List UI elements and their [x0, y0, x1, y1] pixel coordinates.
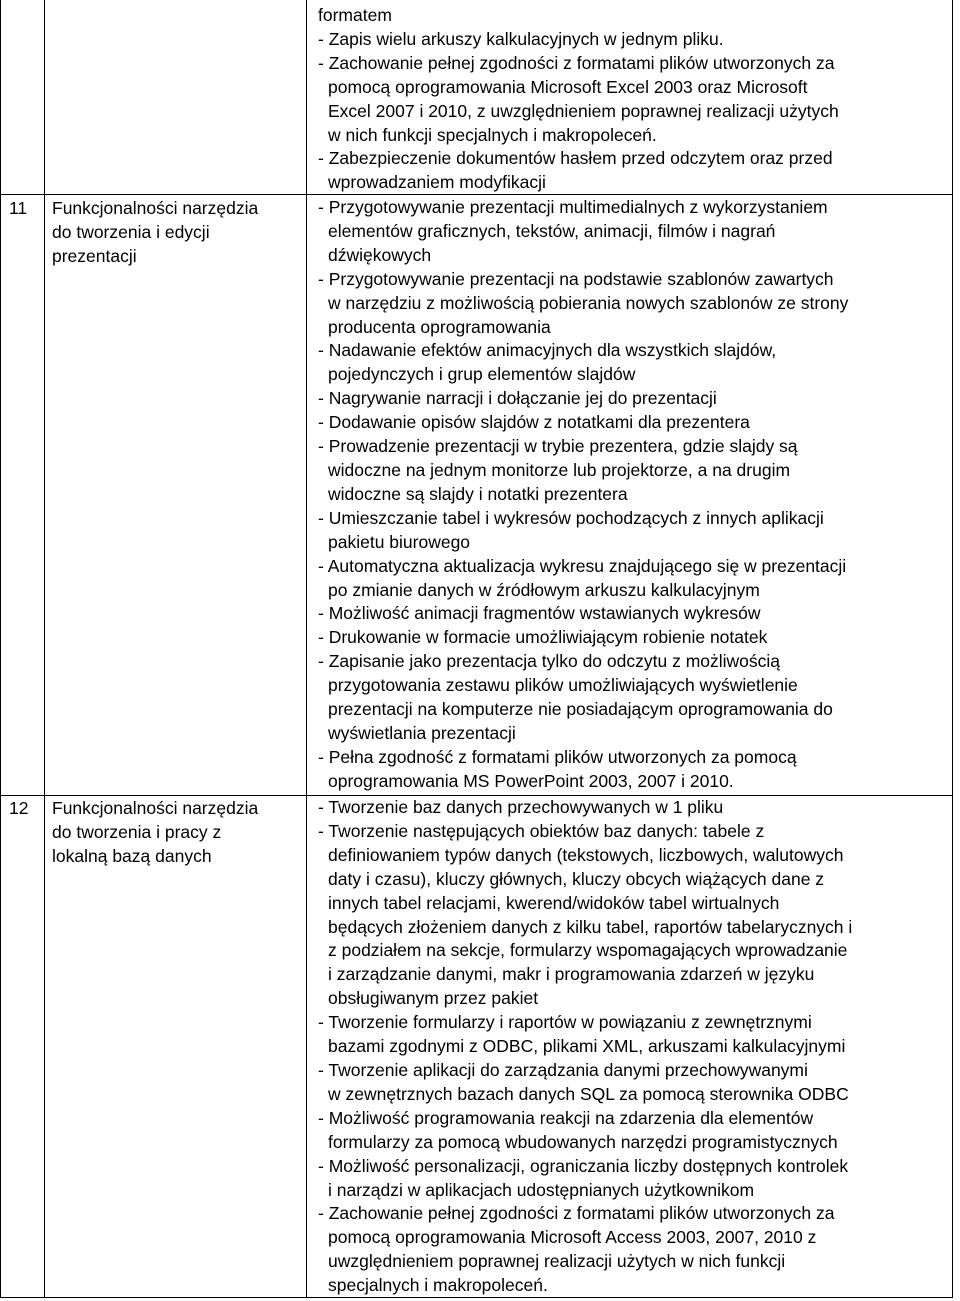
feature-line: bazami zgodnymi z ODBC, plikami XML, arkuszami kalkulacyjnymi: [328, 1036, 846, 1057]
name-line: do tworzenia i pracy z: [52, 822, 222, 842]
feature-line: pomocą oprogramowania Microsoft Access 2003, 2007, 2010 z: [328, 1227, 817, 1248]
feature-line: i narządzi w aplikacjach udostępnianych użytkownikom: [328, 1179, 755, 1200]
feature-line: formularzy za pomocą wbudowanych narzędzi programistycznych: [328, 1131, 838, 1152]
feature-line: - Możliwość animacji fragmentów wstawianych wykresów: [318, 603, 761, 624]
feature-line: - Możliwość programowania reakcji na zdarzenia dla elementów: [318, 1107, 814, 1128]
feature-line: - Tworzenie aplikacji do zarządzania danymi przechowywanymi: [318, 1059, 808, 1080]
feature-item: [318, 147, 949, 195]
feature-item: [318, 4, 949, 28]
feature-line: w narzędziu z możliwością pobierania nowych szablonów ze strony: [328, 292, 849, 313]
feature-line: wyświetlania prezentacji: [328, 722, 516, 743]
feature-line: i zarządzanie danymi, makr i programowania zdarzeń w języku: [328, 964, 815, 985]
feature-item: [318, 1011, 949, 1059]
feature-item: [318, 1202, 949, 1298]
feature-line: dźwiękowych: [328, 244, 432, 265]
feature-item: [318, 28, 949, 52]
feature-line: - Pełna zgodność z formatami plików utworzonych za pomocą: [318, 746, 797, 767]
feature-line: - Nagrywanie narracji i dołączanie jej do prezentacji: [318, 388, 717, 409]
feature-line: producenta oprogramowania: [328, 316, 551, 337]
feature-line: pomocą oprogramowania Microsoft Excel 2003 oraz Microsoft: [328, 76, 808, 97]
feature-line: - Zapisanie jako prezentacja tylko do odczytu z możliwością: [318, 651, 781, 672]
feature-item: [318, 746, 949, 794]
row-12-name: [46, 796, 304, 868]
feature-line: - Zabezpieczenie dokumentów hasłem przed odczytem oraz przed: [318, 148, 833, 169]
feature-line: wprowadzaniem modyfikacji: [328, 172, 546, 193]
row-11-number: 11: [9, 198, 28, 218]
feature-line: - Możliwość personalizacji, ograniczania liczby dostępnych kontrolek: [318, 1155, 849, 1176]
feature-line: - Dodawanie opisów slajdów z notatkami dla prezentera: [318, 412, 750, 433]
feature-line: w nich funkcji specjalnych i makropoleceń.: [328, 124, 657, 145]
feature-line: formatem: [318, 5, 392, 25]
feature-line: po zmianie danych w źródłowym arkuszu kalkulacyjnym: [328, 579, 760, 600]
feature-line: elementów graficznych, tekstów, animacji, filmów i nagrań: [328, 220, 776, 241]
feature-item: [318, 435, 949, 507]
feature-line: definiowaniem typów danych (tekstowych, liczbowych, walutowych: [328, 844, 844, 865]
feature-line: w zewnętrznych bazach danych SQL za pomocą sterownika ODBC: [328, 1083, 849, 1104]
feature-line: - Tworzenie następujących obiektów baz danych: tabele z: [318, 820, 765, 841]
feature-line: - Drukowanie w formacie umożliwiającym robienie notatek: [318, 627, 768, 648]
feature-item: [318, 507, 949, 555]
feature-item: [318, 1059, 949, 1107]
feature-item: [318, 602, 949, 626]
feature-item: [318, 555, 949, 603]
feature-line: - Zapis wielu arkuszy kalkulacyjnych w jednym pliku.: [318, 28, 724, 49]
row-11-description: [308, 196, 953, 794]
feature-item: [318, 411, 949, 435]
feature-line: z podziałem na sekcje, formularzy wspomagających wprowadzanie: [328, 940, 848, 961]
feature-line: - Automatyczna aktualizacja wykresu znajdującego się w prezentacji: [318, 555, 847, 576]
feature-line: - Prowadzenie prezentacji w trybie prezentera, gdzie slajdy są: [318, 436, 798, 457]
feature-item: [318, 196, 949, 268]
feature-item: [318, 626, 949, 650]
feature-line: przygotowania zestawu plików umożliwiających wyświetlenie: [328, 675, 798, 696]
feature-line: innych tabel relacjami, kwerend/widoków tabel wirtualnych: [328, 892, 780, 913]
feature-line: - Umieszczanie tabel i wykresów pochodzących z innych aplikacji: [318, 507, 824, 528]
feature-line: - Zachowanie pełnej zgodności z formatami plików utworzonych za: [318, 1203, 835, 1224]
feature-item: [318, 387, 949, 411]
feature-item: [318, 52, 949, 148]
feature-item: [318, 268, 949, 340]
name-line: lokalną bazą danych: [52, 846, 212, 866]
row-11-name: [46, 196, 304, 268]
feature-line: pakietu biurowego: [328, 531, 471, 552]
feature-line: - Przygotowywanie prezentacji multimedialnych z wykorzystaniem: [318, 197, 828, 217]
feature-line: Excel 2007 i 2010, z uwzględnieniem poprawnej realizacji użytych: [328, 100, 839, 121]
name-line: prezentacji: [52, 246, 137, 266]
feature-line: specjalnych i makropoleceń.: [328, 1275, 548, 1296]
feature-item: [318, 1107, 949, 1155]
feature-line: - Tworzenie baz danych przechowywanych w 1 pliku: [318, 797, 724, 817]
name-line: Funkcjonalności narzędzia: [52, 798, 259, 818]
feature-line: - Tworzenie formularzy i raportów w powiązaniu z zewnętrznymi: [318, 1012, 812, 1033]
feature-line: będących złożeniem danych z kilku tabel, raportów tabelarycznych i: [328, 916, 853, 937]
feature-line: pojedynczych i grup elementów slajdów: [328, 364, 636, 385]
feature-line: uwzględnieniem poprawnej realizacji użytych w nich funkcji: [328, 1251, 786, 1272]
feature-line: - Zachowanie pełnej zgodności z formatami plików utworzonych za: [318, 52, 835, 73]
feature-line: daty i czasu), kluczy głównych, kluczy obcych wiążących dane z: [328, 868, 825, 889]
row-12-number: 12: [9, 798, 29, 818]
name-line: Funkcjonalności narzędzia: [52, 198, 259, 218]
feature-item: [318, 650, 949, 746]
feature-line: widoczne są slajdy i notatki prezentera: [328, 483, 628, 504]
feature-line: - Przygotowywanie prezentacji na podstawie szablonów zawartych: [318, 268, 834, 289]
feature-line: oprogramowania MS PowerPoint 2003, 2007 i 2010.: [328, 770, 734, 791]
feature-item: [318, 339, 949, 387]
row-continuation-description: [308, 4, 953, 195]
feature-line: widoczne na jednym monitorze lub projektorze, a na drugim: [328, 459, 791, 480]
feature-line: - Nadawanie efektów animacyjnych dla wszystkich slajdów,: [318, 340, 777, 361]
feature-line: obsługiwanym przez pakiet: [328, 988, 539, 1009]
feature-line: prezentacji na komputerze nie posiadającym oprogramowania do: [328, 699, 833, 720]
feature-item: [318, 796, 949, 820]
row-12-description: [308, 796, 953, 1298]
name-line: do tworzenia i edycji: [52, 222, 210, 242]
feature-item: [318, 1155, 949, 1203]
feature-item: [318, 820, 949, 1011]
